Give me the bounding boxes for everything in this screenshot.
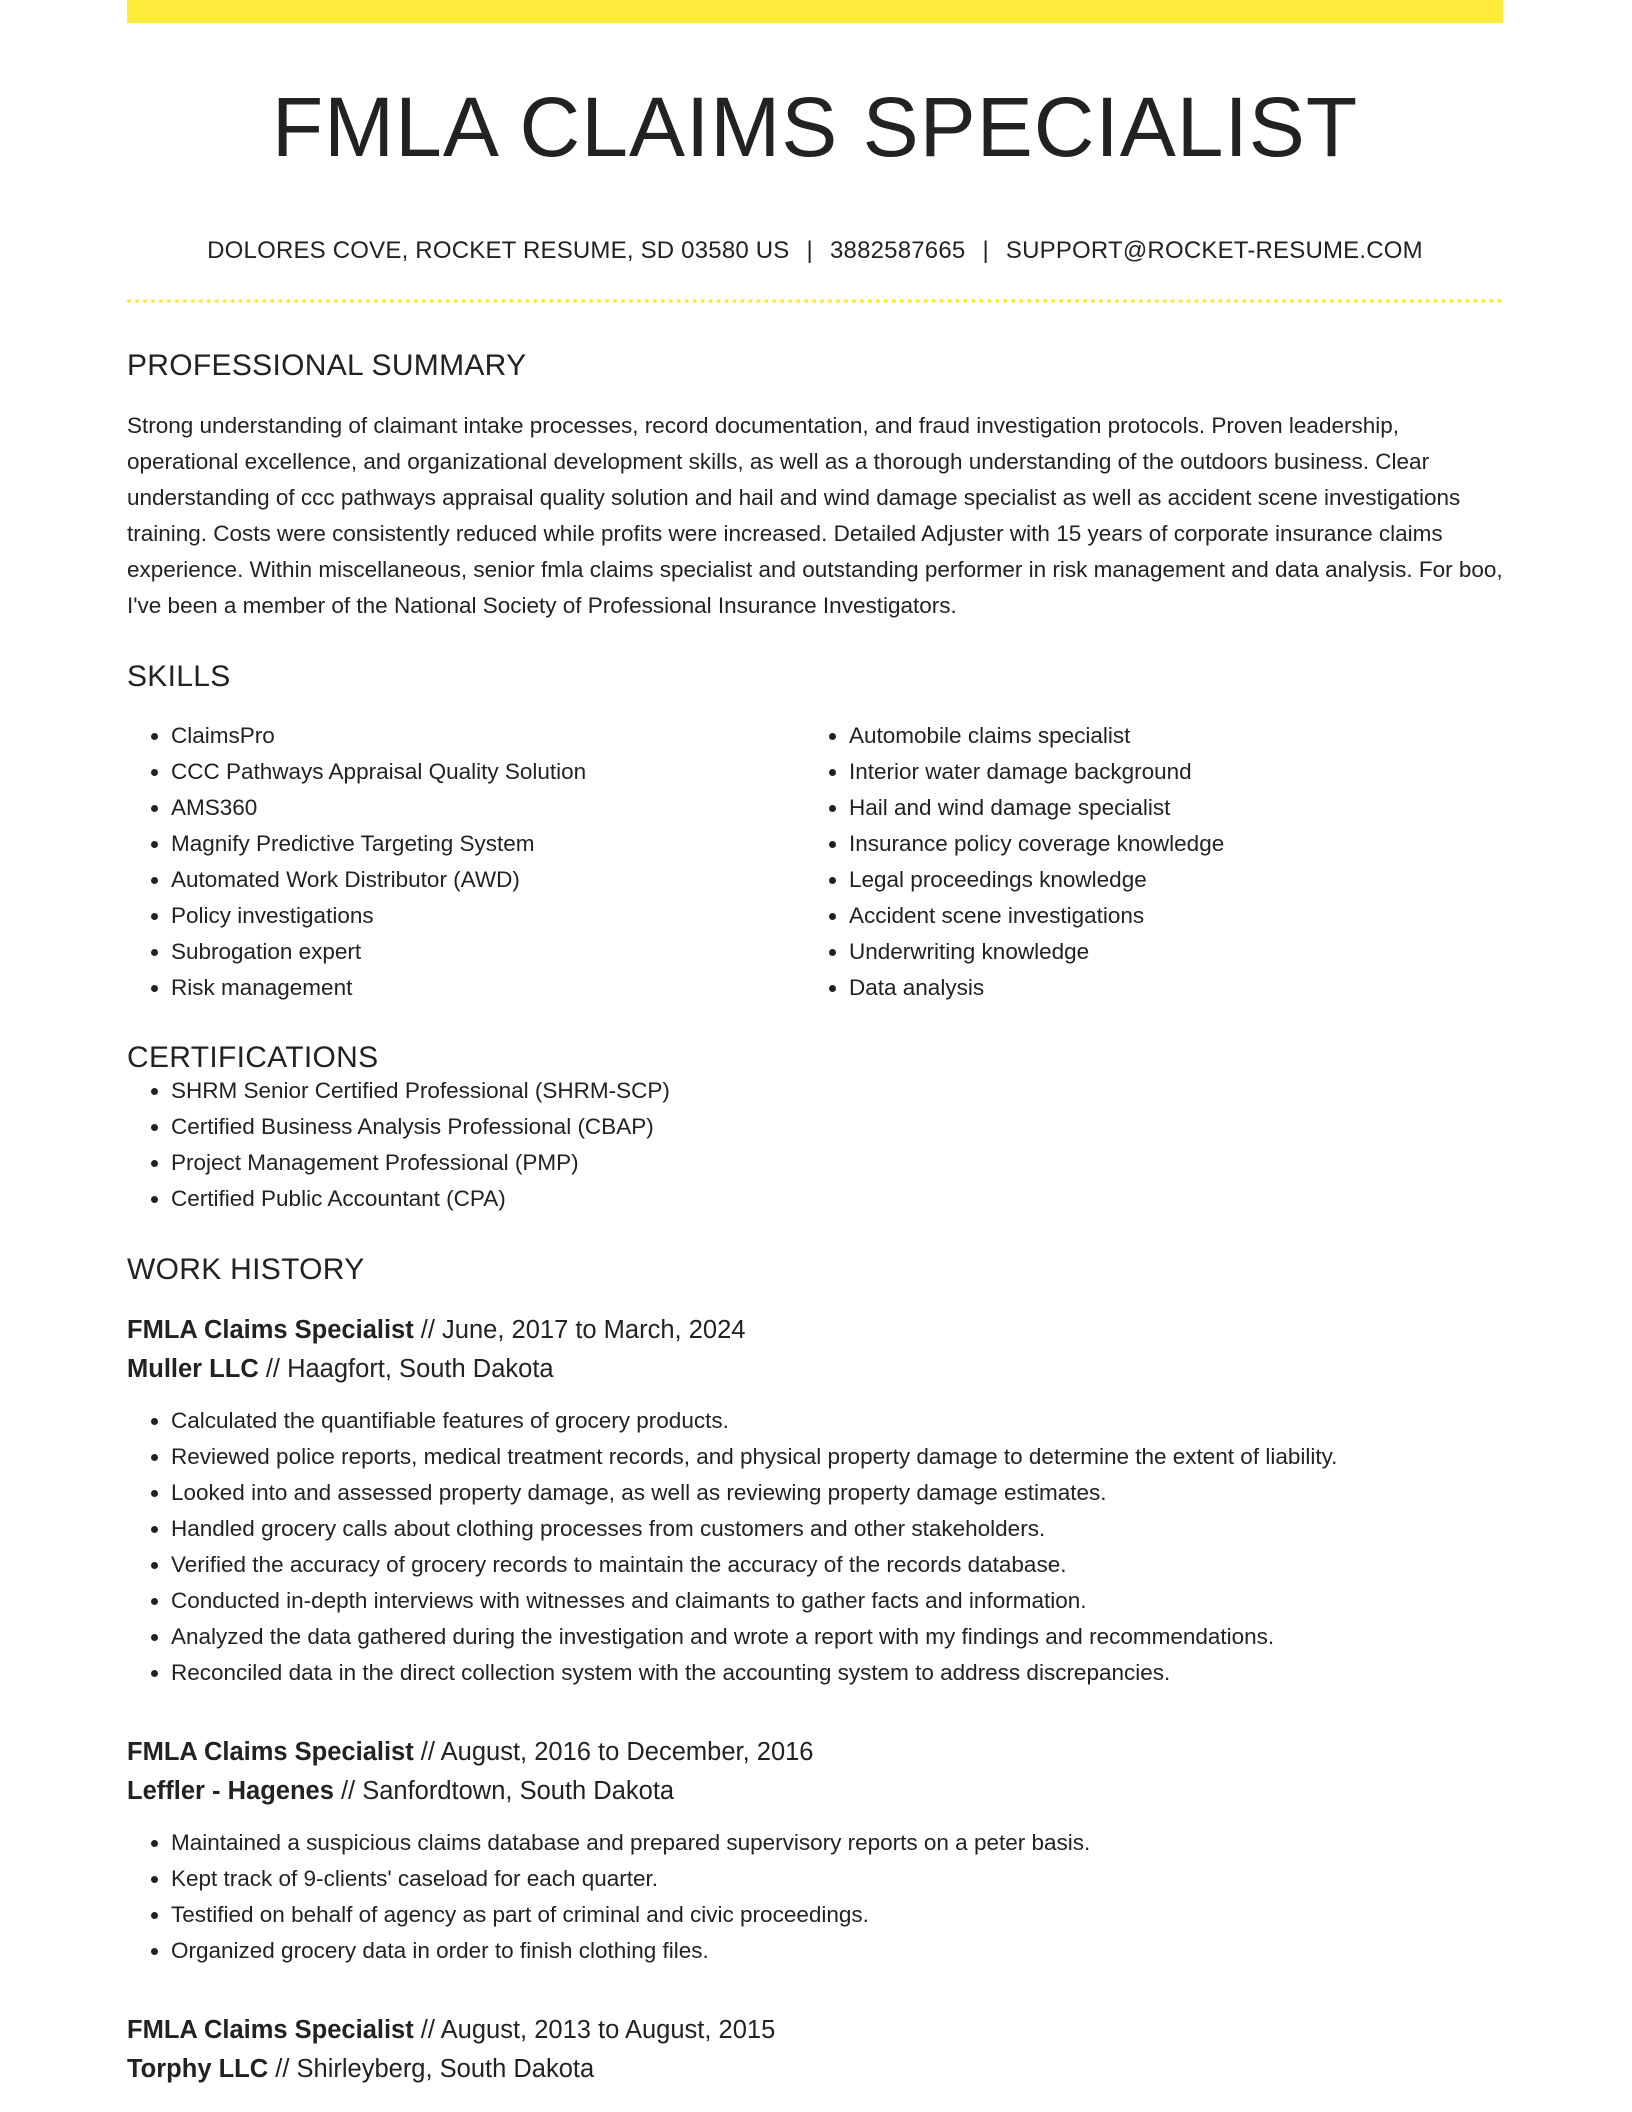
job-duty: • Maintained a suspicious claims database and prepared supervisory reports on a peter basis.: [171, 1825, 1503, 1861]
job-duty: • Handled grocery calls about clothing processes from customers and other stakeholders.: [171, 1511, 1503, 1547]
job-company-line: [127, 1772, 1503, 1811]
contact-address: DOLORES COVE, ROCKET RESUME, SD 03580 US: [207, 237, 790, 264]
certifications-heading: CERTIFICATIONS: [127, 1041, 379, 1074]
job-duties-list: [127, 1403, 1503, 1691]
contact-separator: |: [982, 237, 989, 264]
job-title-line: [127, 1311, 1503, 1350]
summary-text: Strong understanding of claimant intake processes, record documentation, and fraud investigation protocols. Proven leadership, operational excellence, and organizational development skills, as well as a thorough understanding of the outdoors business. Clear understanding of ccc pathways appraisal quality solution and hail and wind damage specialist as well as accident scene investigations training. Costs were consistently reduced while profits were increased. Detailed Adjuster with 15 years of corporate insurance claims experience. Within miscellaneous, senior fmla claims specialist and outstanding performer in risk management and data analysis. For boo, I've been a member of the National Society of Professional Insurance Investigators.: [127, 413, 1503, 618]
skill-item: • Magnify Predictive Targeting System: [171, 826, 805, 862]
skill-item: • Insurance policy coverage knowledge: [849, 826, 1483, 862]
job-company-line: [127, 1350, 1503, 1389]
job-duty: • Looked into and assessed property damage, as well as reviewing property damage estimates.: [171, 1475, 1503, 1511]
job-duty: • Kept track of 9-clients' caseload for each quarter.: [171, 1861, 1503, 1897]
job-duty: • Analyzed the data gathered during the investigation and wrote a report with my findings and recommendations.: [171, 1619, 1503, 1655]
contact-line: [127, 239, 1503, 263]
skill-item: • Legal proceedings knowledge: [849, 862, 1483, 898]
skill-item: • Risk management: [171, 970, 805, 1006]
resume-title: FMLA CLAIMS SPECIALIST: [271, 80, 1359, 174]
skills-column-left: [127, 718, 805, 1006]
job-title-line: [127, 1733, 1503, 1772]
job-location: // Shirleyberg, South Dakota: [268, 2055, 595, 2083]
job-company: Leffler - Hagenes: [127, 1777, 334, 1805]
contact-phone: 3882587665: [829, 237, 966, 264]
job-title: FMLA Claims Specialist: [127, 2016, 414, 2044]
job-entry: [127, 1733, 1503, 1969]
header-accent-bar: [127, 0, 1503, 23]
skill-item: • Automobile claims specialist: [849, 718, 1483, 754]
skill-item: • Interior water damage background: [849, 754, 1483, 790]
job-duty: • Reconciled data in the direct collection system with the accounting system to address discrepancies.: [171, 1655, 1503, 1691]
skill-item: • Automated Work Distributor (AWD): [171, 862, 805, 898]
job-entry: [127, 1311, 1503, 1691]
skill-item: • Data analysis: [849, 970, 1483, 1006]
resume-page: [127, 0, 1503, 2089]
skills-heading: SKILLS: [127, 660, 231, 693]
job-title: FMLA Claims Specialist: [127, 1316, 414, 1344]
header-divider: [127, 299, 1503, 303]
certification-item: • Certified Business Analysis Professional (CBAP): [171, 1109, 1503, 1145]
skills-column-right: [805, 718, 1483, 1006]
job-duty: • Calculated the quantifiable features of grocery products.: [171, 1403, 1503, 1439]
job-duty: • Organized grocery data in order to finish clothing files.: [171, 1933, 1503, 1969]
skill-item: • Accident scene investigations: [849, 898, 1483, 934]
contact-separator: |: [806, 237, 813, 264]
job-duty: • Verified the accuracy of grocery records to maintain the accuracy of the records database.: [171, 1547, 1503, 1583]
skill-item: • Underwriting knowledge: [849, 934, 1483, 970]
skill-item: • Hail and wind damage specialist: [849, 790, 1483, 826]
job-entry: [127, 2011, 1503, 2089]
job-title-line: [127, 2011, 1503, 2050]
skills-columns: [127, 718, 1503, 1006]
contact-email[interactable]: SUPPORT@ROCKET-RESUME.COM: [1005, 237, 1423, 264]
skill-item: • ClaimsPro: [171, 718, 805, 754]
job-dates: // June, 2017 to March, 2024: [413, 1316, 746, 1344]
job-title: FMLA Claims Specialist: [127, 1738, 414, 1766]
job-dates: // August, 2013 to August, 2015: [413, 2016, 776, 2044]
job-company-line: [127, 2050, 1503, 2089]
summary-heading: PROFESSIONAL SUMMARY: [127, 349, 527, 382]
skill-item: • Policy investigations: [171, 898, 805, 934]
skills-list-left: [127, 718, 805, 1006]
job-location: // Sanfordtown, South Dakota: [333, 1777, 675, 1805]
job-duties-list: [127, 1825, 1503, 1969]
job-duty: • Testified on behalf of agency as part of criminal and civic proceedings.: [171, 1897, 1503, 1933]
job-company: Torphy LLC: [127, 2055, 269, 2083]
skill-item: • Subrogation expert: [171, 934, 805, 970]
job-company: Muller LLC: [127, 1355, 259, 1383]
certification-item: • SHRM Senior Certified Professional (SHRM-SCP): [171, 1073, 1503, 1109]
job-duty: • Conducted in-depth interviews with witnesses and claimants to gather facts and information.: [171, 1583, 1503, 1619]
skills-list-right: [805, 718, 1483, 1006]
work-history-heading: WORK HISTORY: [127, 1253, 365, 1286]
certification-item: • Project Management Professional (PMP): [171, 1145, 1503, 1181]
skill-item: • CCC Pathways Appraisal Quality Solution: [171, 754, 805, 790]
job-dates: // August, 2016 to December, 2016: [413, 1738, 814, 1766]
job-location: // Haagfort, South Dakota: [258, 1355, 554, 1383]
job-duty: • Reviewed police reports, medical treatment records, and physical property damage to determine the extent of liability.: [171, 1439, 1503, 1475]
skill-item: • AMS360: [171, 790, 805, 826]
certifications-list: [127, 1073, 1503, 1217]
certification-item: • Certified Public Accountant (CPA): [171, 1181, 1503, 1217]
